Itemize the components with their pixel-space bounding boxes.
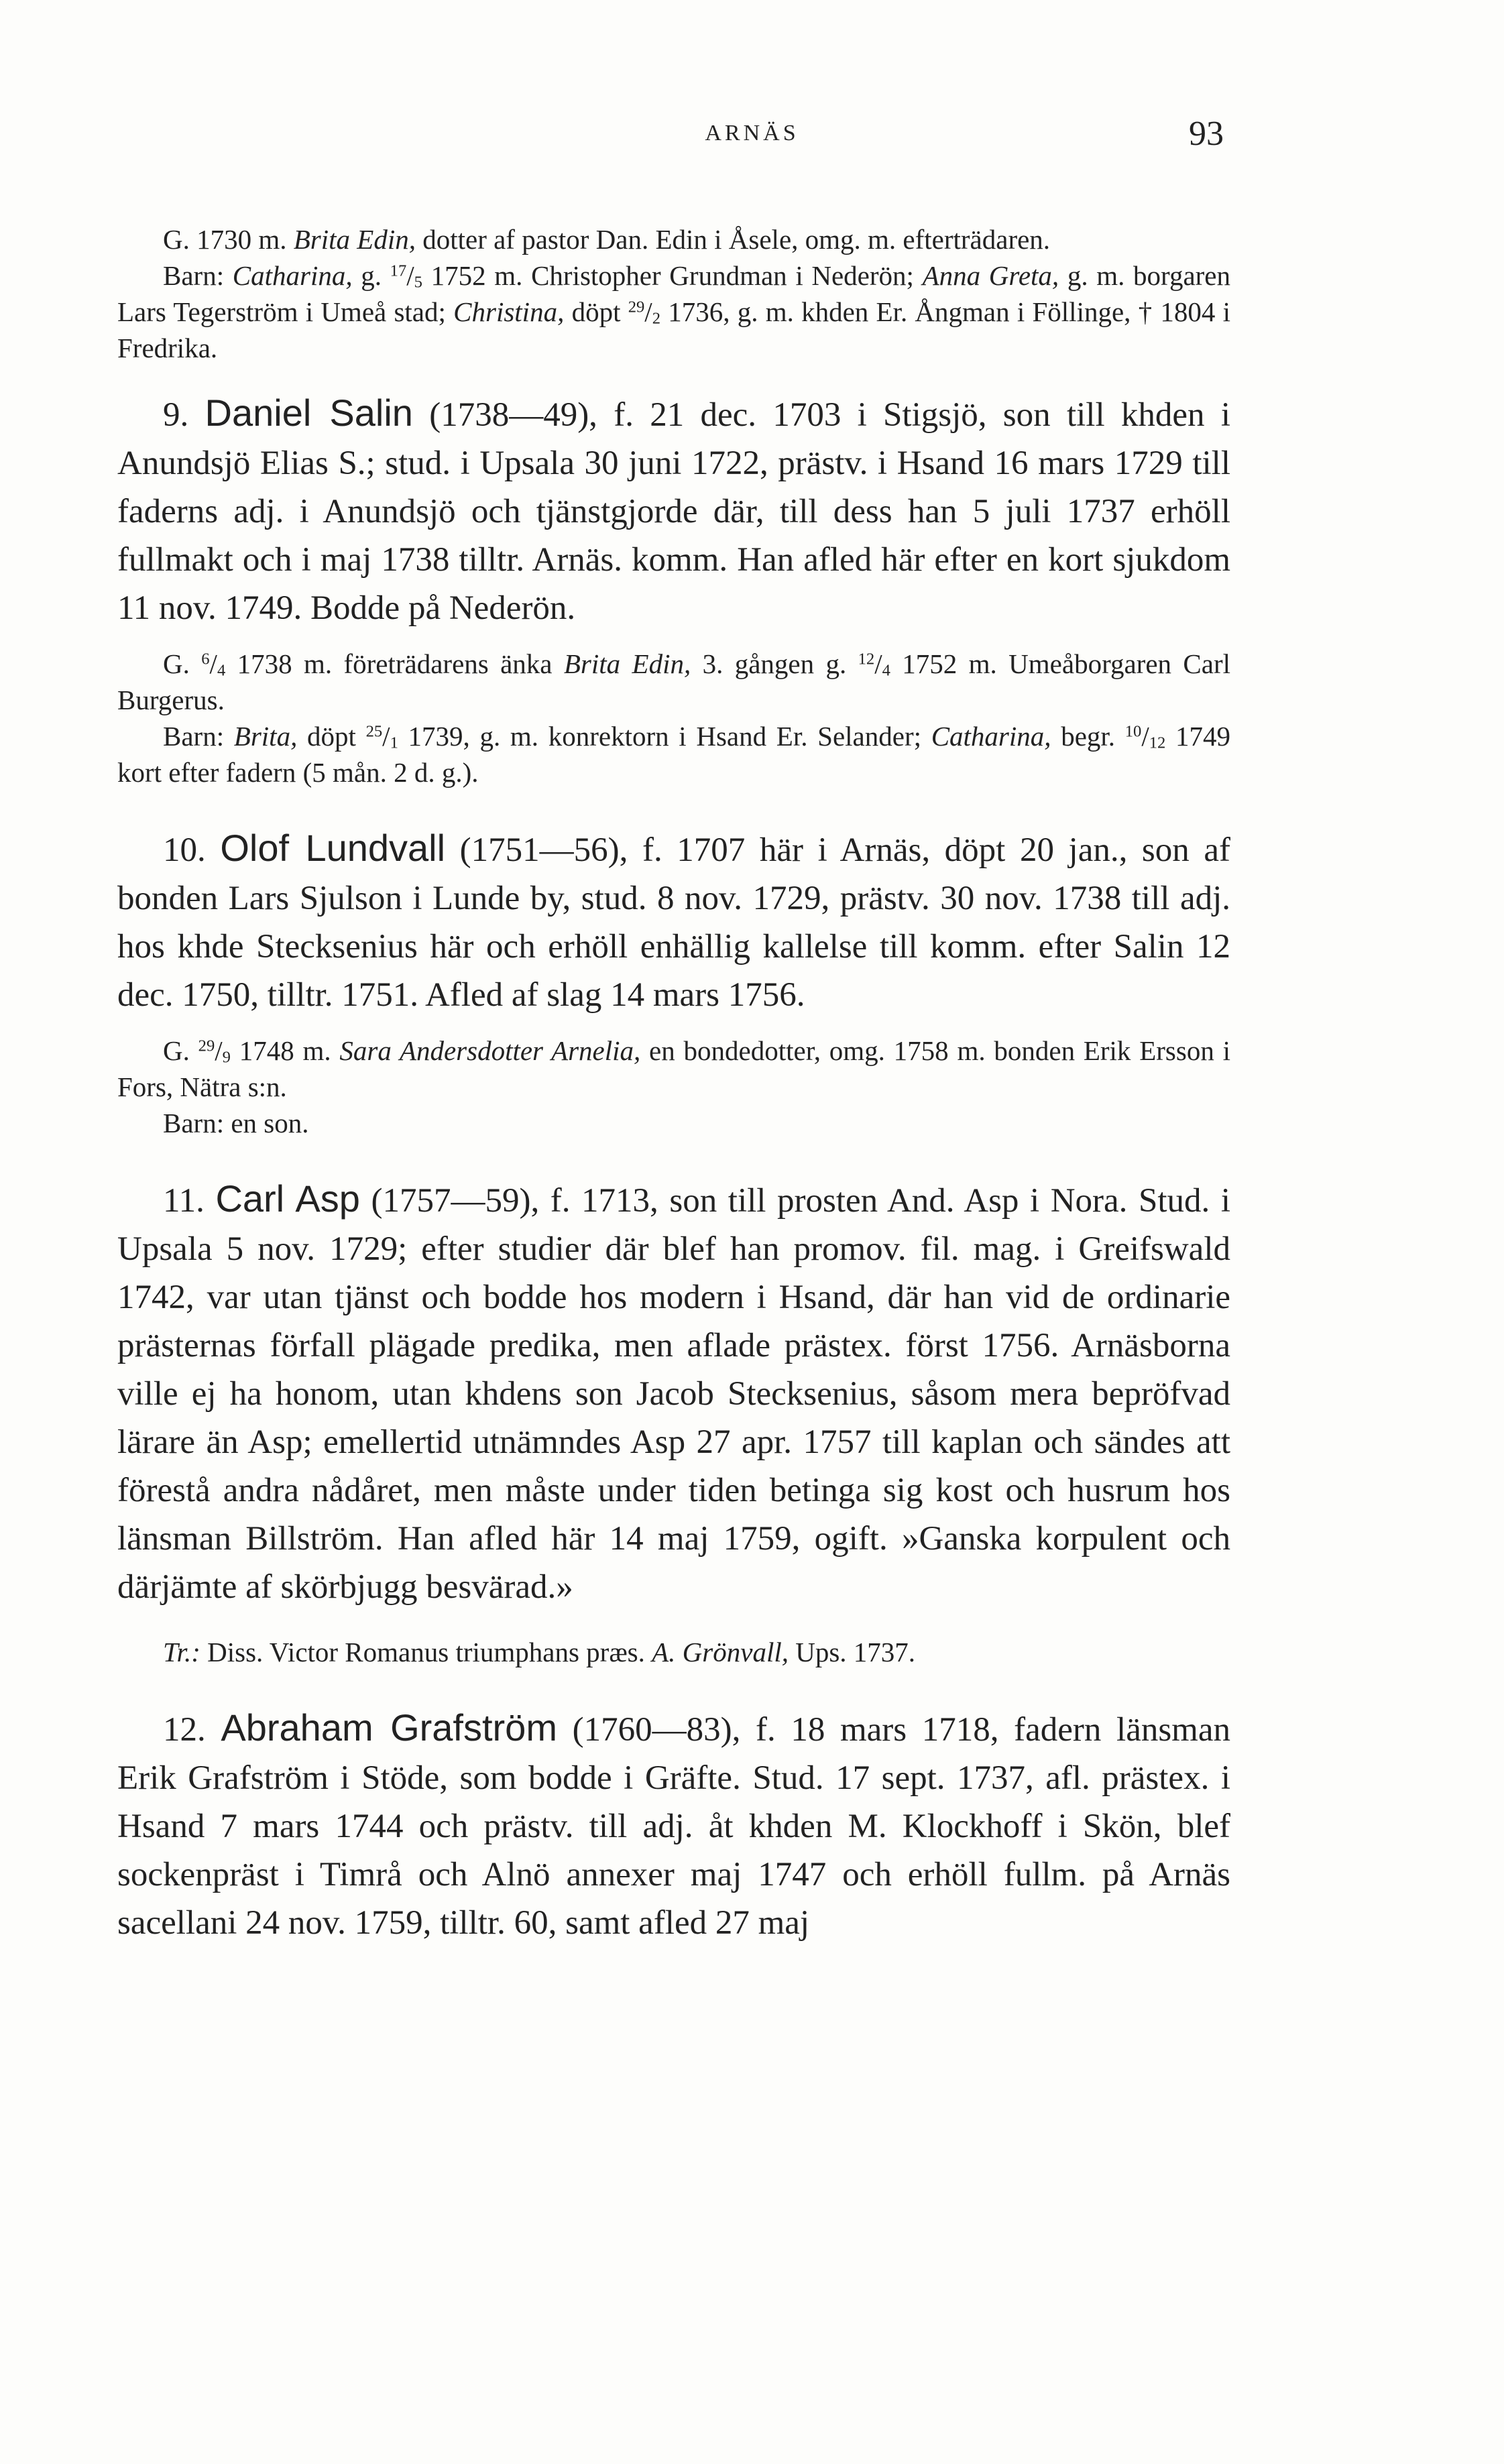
entry-12-text: (1760—83), f. 18 mars 1718, fadern länsman Erik Grafström i Stöde, som bodde i Gräfte. Stud. 17 sept. 1737, afl. prästex. i Hsand 7 mars 1744 och prästv. till adj. åt khden M. Klockhoff i Skön, blef sockenpräst i Timrå och Alnö annexer maj 1747 och erhöll fullm. på Arnäs sacellani 24 nov. 1759, tilltr. 60, samt afled 27 maj <box>117 1711 1230 1942</box>
entry-9-children: Barn: Brita, döpt $^{25}$/1 1739, g. m. konrektorn i Hsand Er. Selander; Catharina, begr. $^{10}$/12 1749 kort efter fadern (5 mån. 2 d. g.). <box>117 721 1231 788</box>
page-body <box>117 221 1230 1947</box>
entry-11-number: 11. <box>163 1182 205 1220</box>
marriage-note-edin: G. 1730 m. Brita Edin, dotter af pastor Dan. Edin i Åsele, omg. m. efterträdaren. <box>163 224 1051 255</box>
entry-12-number: 12. <box>163 1711 206 1749</box>
entry-10-children: Barn: en son. <box>163 1108 309 1138</box>
entry-9-paragraph <box>117 389 1230 632</box>
entry-9-marriage: G. $^6$/4 1738 m. företrädarens änka Brita Edin, 3. gången g. $^{12}$/4 1752 m. Umeåborgaren Carl Burgerus. <box>117 648 1230 715</box>
entry-9-number: 9. <box>163 396 189 434</box>
entry-11-paragraph <box>117 1175 1230 1611</box>
entry-10-number: 10. <box>163 831 206 869</box>
entry-10-text: (1751—56), f. 1707 här i Arnäs, döpt 20 jan., son af bonden Lars Sjulson i Lunde by, stud. 8 nov. 1729, prästv. 30 nov. 1738 till adj. hos khde Stecksenius här och erhöll enhällig kallelse till komm. efter Salin 12 dec. 1750, tilltr. 1751. Afled af slag 14 mars 1756. <box>117 831 1230 1014</box>
entry-11-text: (1757—59), f. 1713, son till prosten And. Asp i Nora. Stud. i Upsala 5 nov. 1729; efter studier där blef han promov. fil. mag. i Greifswald 1742, var utan tjänst och bodde hos modern i Hsand, där han vid de ordinarie prästernas förfall plägade predika, men aflade prästex. först 1756. Arnäsborna ville ej ha honom, utan khdens son Jacob Stecksenius, såsom mera bepröfvad lärare än Asp; emellertid utnämndes Asp 27 apr. 1757 till kaplan och sändes att förestå andra nådåret, men måste under tiden betinga sig kost och husrum hos länsman Billström. Han afled här 14 maj 1759, ogift. »Ganska korpulent och därjämte af skörbjugg besvärad.» <box>117 1182 1231 1606</box>
entry-11-name: Carl Asp <box>215 1177 360 1220</box>
entry-11-source: Tr.: Diss. Victor Romanus triumphans præs. A. Grönvall, Ups. 1737. <box>163 1637 916 1667</box>
running-title: ARNÄS <box>705 121 799 145</box>
page-number: 93 <box>1189 115 1224 153</box>
page-header <box>0 114 1504 168</box>
entry-10-name: Olof Lundvall <box>220 827 446 869</box>
entry-10-marriage: G. $^{29}$/9 1748 m. Sara Andersdotter Arnelia, en bondedotter, omg. 1758 m. bonden Erik Ersson i Fors, Nätra s:n. <box>117 1035 1230 1102</box>
entry-12-name: Abraham Grafström <box>221 1706 557 1749</box>
entry-12-paragraph <box>117 1704 1230 1947</box>
entry-10-paragraph <box>117 824 1230 1019</box>
entry-9-name: Daniel Salin <box>205 392 413 434</box>
entry-9-text: (1738—49), f. 21 dec. 1703 i Stigsjö, son till khden i Anundsjö Elias S.; stud. i Upsala 30 juni 1722, prästv. i Hsand 16 mars 1729 till faderns adj. i Anundsjö och tjänstgjorde där, till dess han 5 juli 1737 erhöll fullmakt och i maj 1738 tilltr. Arnäs. komm. Han afled här efter en kort sjukdom 11 nov. 1749. Bodde på Nederön. <box>117 396 1230 627</box>
children-note-edin: Barn: Catharina, g. $^{17}$/5 1752 m. Christopher Grundman i Nederön; Anna Greta, g. m. borgaren Lars Tegerström i Umeå stad; Christina, döpt $^{29}$/2 1736, g. m. khden Er. Ångman i Föllinge, † 1804 i Fredrika. <box>117 260 1230 363</box>
